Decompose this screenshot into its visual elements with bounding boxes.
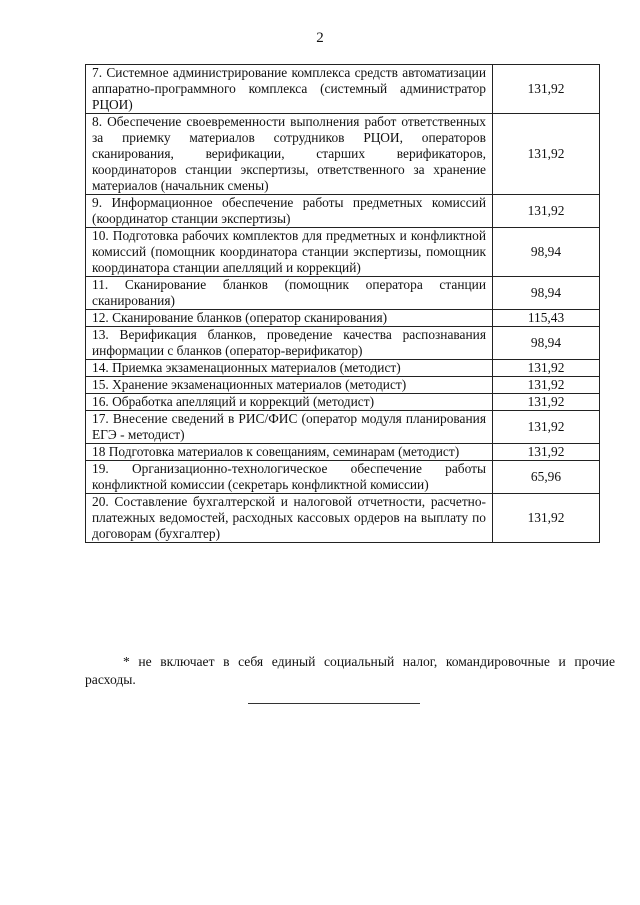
table-row: [86, 114, 600, 195]
row-description: 7. Системное администрирование комплекса средств автоматизации аппаратно-программного комплекса (системный администратор РЦОИ): [86, 65, 493, 114]
row-description: 18 Подготовка материалов к совещаниям, семинарам (методист): [86, 444, 493, 461]
table-row: [86, 494, 600, 543]
row-description: 16. Обработка апелляций и коррекций (методист): [86, 394, 493, 411]
table-row: [86, 461, 600, 494]
row-rate-value: 131,92: [493, 114, 600, 195]
table-row: [86, 411, 600, 444]
row-description: 10. Подготовка рабочих комплектов для предметных и конфликтной комиссий (помощник координатора станции экспертизы, помощник координатора станции апелляций и коррекций): [86, 228, 493, 277]
table-row: [86, 228, 600, 277]
rates-table: [85, 64, 600, 543]
row-description: 20. Составление бухгалтерской и налоговой отчетности, расчетно-платежных ведомостей, расходных кассовых ордеров на выплату по договорам (бухгалтер): [86, 494, 493, 543]
row-rate-value: 131,92: [493, 411, 600, 444]
rates-table-body: [86, 65, 600, 543]
row-rate-value: 131,92: [493, 360, 600, 377]
table-row: [86, 327, 600, 360]
row-rate-value: 98,94: [493, 277, 600, 310]
signature-line: [248, 703, 420, 704]
row-rate-value: 131,92: [493, 65, 600, 114]
row-rate-value: 98,94: [493, 327, 600, 360]
row-description: 9. Информационное обеспечение работы предметных комиссий (координатор станции экспертизы): [86, 195, 493, 228]
table-row: [86, 310, 600, 327]
row-rate-value: 131,92: [493, 195, 600, 228]
table-row: [86, 444, 600, 461]
row-rate-value: 98,94: [493, 228, 600, 277]
table-row: [86, 360, 600, 377]
row-rate-value: 131,92: [493, 394, 600, 411]
page-number: 2: [316, 30, 324, 46]
row-rate-value: 115,43: [493, 310, 600, 327]
row-description: 12. Сканирование бланков (оператор сканирования): [86, 310, 493, 327]
table-row: [86, 195, 600, 228]
table-row: [86, 65, 600, 114]
row-rate-value: 131,92: [493, 444, 600, 461]
table-row: [86, 394, 600, 411]
row-description: 19. Организационно-технологическое обеспечение работы конфликтной комиссии (секретарь конфликтной комиссии): [86, 461, 493, 494]
table-row: [86, 277, 600, 310]
row-rate-value: 131,92: [493, 377, 600, 394]
row-rate-value: 131,92: [493, 494, 600, 543]
row-description: 17. Внесение сведений в РИС/ФИС (оператор модуля планирования ЕГЭ - методист): [86, 411, 493, 444]
row-description: 8. Обеспечение своевременности выполнения работ ответственных за приемку материалов сотрудников РЦОИ, операторов сканирования, верификации, старших верификаторов, координаторов станции экспертизы, ответственного за хранение материалов (начальник смены): [86, 114, 493, 195]
table-row: [86, 377, 600, 394]
row-description: 15. Хранение экзаменационных материалов (методист): [86, 377, 493, 394]
row-rate-value: 65,96: [493, 461, 600, 494]
row-description: 14. Приемка экзаменационных материалов (методист): [86, 360, 493, 377]
footnote: * не включает в себя единый социальный налог, командировочные и прочие расходы.: [85, 654, 615, 687]
row-description: 13. Верификация бланков, проведение качества распознавания информации с бланков (оператор-верификатор): [86, 327, 493, 360]
row-description: 11. Сканирование бланков (помощник оператора станции сканирования): [86, 277, 493, 310]
